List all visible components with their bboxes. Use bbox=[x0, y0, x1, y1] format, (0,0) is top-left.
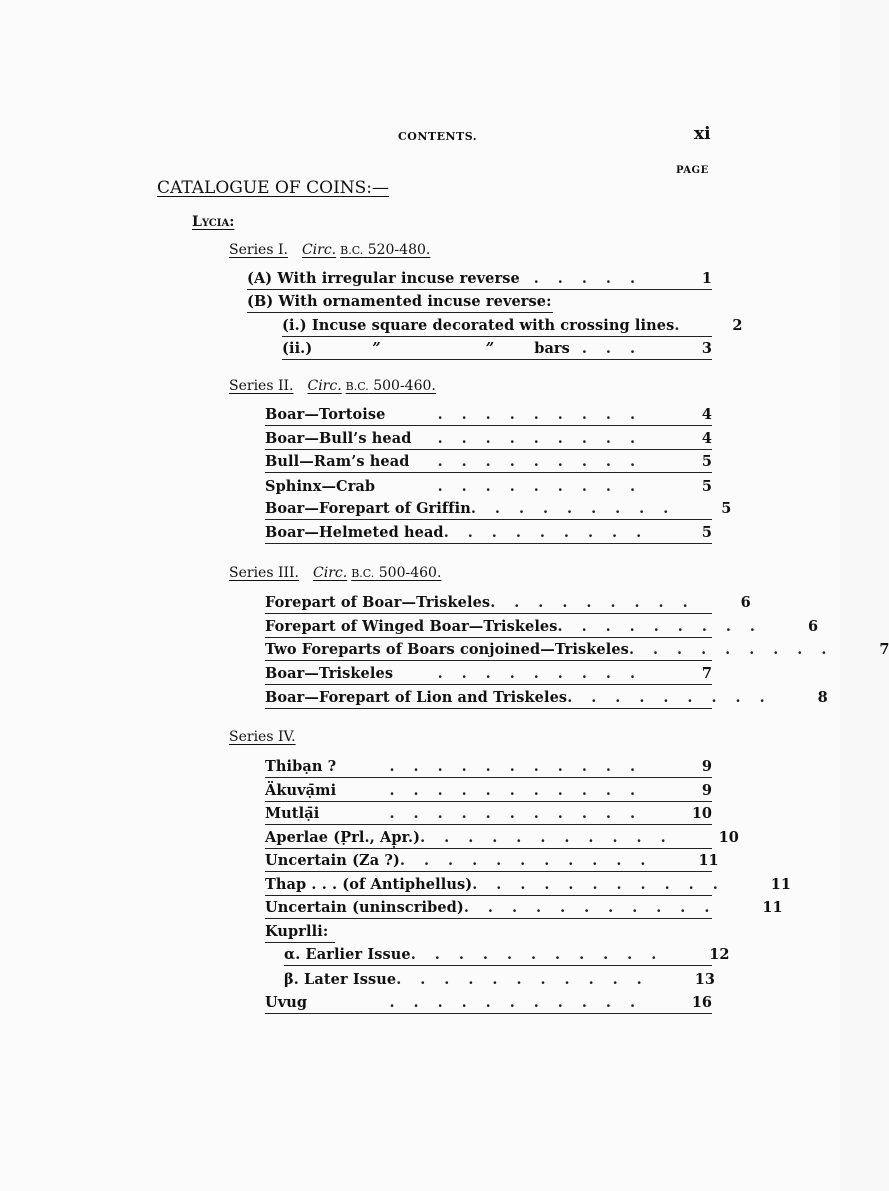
dot-leader: ......... bbox=[628, 641, 846, 658]
dot-leader: ........... bbox=[410, 946, 676, 963]
toc-entry[interactable] bbox=[265, 850, 719, 872]
entry-page: 11 bbox=[762, 899, 783, 916]
series-4-title bbox=[229, 729, 296, 745]
entry-page: 7 bbox=[879, 641, 889, 658]
toc-entry[interactable] bbox=[265, 687, 828, 709]
toc-entry[interactable] bbox=[265, 663, 712, 685]
entry-label: Aperlae (P̣rl., Ap̣r.) bbox=[265, 829, 421, 846]
region-heading: Lycia: bbox=[192, 214, 235, 230]
toc-entry[interactable] bbox=[282, 315, 743, 337]
toc-entry[interactable] bbox=[265, 992, 712, 1014]
dot-leader: ..... bbox=[533, 270, 654, 287]
bc-label: B.C. bbox=[340, 244, 364, 257]
entry-page: 13 bbox=[694, 971, 715, 988]
toc-entry[interactable] bbox=[265, 803, 712, 825]
entry-label: Forepart of Boar—Triskeles bbox=[265, 594, 491, 611]
toc-entry[interactable] bbox=[247, 291, 553, 313]
dot-leader: ......... bbox=[437, 406, 654, 423]
entry-page: 2 bbox=[732, 317, 743, 334]
entry-label: Uncertain (uninscribed) bbox=[265, 899, 464, 916]
toc-entry[interactable] bbox=[265, 498, 732, 520]
toc-entry[interactable] bbox=[265, 475, 712, 497]
toc-entry[interactable] bbox=[265, 451, 712, 473]
series-1-title bbox=[229, 242, 430, 258]
dot-leader: ........... bbox=[389, 782, 654, 799]
entry-label: Boar—Tortoise bbox=[265, 406, 386, 423]
toc-entry[interactable] bbox=[265, 428, 712, 450]
toc-entry[interactable] bbox=[265, 639, 889, 661]
toc-entry[interactable] bbox=[265, 780, 712, 802]
bc-label: B.C. bbox=[345, 380, 369, 393]
toc-entry[interactable] bbox=[265, 592, 751, 614]
entry-label: β. Later Issue bbox=[284, 971, 397, 988]
ditto-mark: ” bbox=[485, 340, 495, 357]
series-name: Series III. bbox=[229, 565, 300, 581]
entry-label: (B) With ornamented incuse reverse: bbox=[247, 293, 552, 310]
bc-label: B.C. bbox=[351, 567, 375, 580]
toc-entry[interactable] bbox=[265, 827, 739, 849]
toc-entry[interactable] bbox=[265, 404, 712, 426]
toc-entry[interactable] bbox=[265, 616, 819, 638]
dot-leader: ........... bbox=[389, 805, 654, 822]
entry-label: Mutlạ̄i bbox=[265, 805, 320, 822]
series-years: 500-460. bbox=[378, 565, 442, 581]
entry-page: 4 bbox=[701, 430, 712, 447]
dot-leader: ......... bbox=[437, 665, 654, 682]
entry-label: Forepart of Winged Boar—Triskeles bbox=[265, 618, 558, 635]
entry-label: Uncertain (Za ?) bbox=[265, 852, 400, 869]
entry-label: Äkuvạ̄mi bbox=[265, 782, 337, 799]
entry-label: Thibạn ? bbox=[265, 758, 337, 775]
dot-leader: ........... bbox=[399, 852, 665, 869]
entry-label: Kuprlli: bbox=[265, 923, 329, 940]
toc-entry[interactable] bbox=[265, 921, 335, 943]
dot-leader: ........... bbox=[389, 758, 654, 775]
series-name: Series I. bbox=[229, 242, 288, 258]
dot-leader: ........... bbox=[389, 994, 654, 1011]
entry-label: Boar—Bull’s head bbox=[265, 430, 412, 447]
entry-page: 10 bbox=[718, 829, 739, 846]
entry-label: Boar—Helmeted head bbox=[265, 524, 444, 541]
entry-label: Boar—Triskeles bbox=[265, 665, 394, 682]
entry-label: α. Earlier Issue bbox=[284, 946, 411, 963]
entry-page: 5 bbox=[701, 478, 712, 495]
entry-page: 3 bbox=[701, 340, 712, 357]
entry-page: 5 bbox=[701, 524, 712, 541]
toc-entry[interactable] bbox=[247, 268, 712, 290]
running-title: CONTENTS. bbox=[398, 130, 478, 143]
ditto-mark: ” bbox=[372, 340, 381, 357]
series-name: Series II. bbox=[229, 378, 294, 394]
dot-leader: ........... bbox=[396, 971, 661, 988]
entry-label: (A) With irregular incuse reverse bbox=[247, 270, 520, 287]
toc-entry[interactable] bbox=[284, 944, 730, 966]
series-name: Series IV. bbox=[229, 729, 296, 745]
dot-leader: ......... bbox=[470, 500, 688, 517]
entry-page: 9 bbox=[701, 758, 712, 775]
page-column-label: PAGE bbox=[676, 165, 709, 176]
entry-label: Thap . . . (of Antiphellus) bbox=[265, 876, 473, 893]
entry-label: (ii.) bbox=[282, 340, 313, 357]
circ-label: Circ. bbox=[301, 242, 337, 258]
entry-page: 9 bbox=[701, 782, 712, 799]
circ-label: Circ. bbox=[313, 565, 348, 581]
entry-label: Boar—Forepart of Griffin bbox=[265, 500, 471, 517]
entry-page: 11 bbox=[698, 852, 719, 869]
toc-entry[interactable] bbox=[265, 522, 712, 544]
toc-entry[interactable] bbox=[284, 968, 715, 990]
catalogue-heading: CATALOGUE OF COINS:— bbox=[157, 178, 390, 198]
entry-page: 12 bbox=[709, 946, 730, 963]
circ-label: Circ. bbox=[307, 378, 342, 394]
entry-page: 7 bbox=[701, 665, 712, 682]
toc-entry[interactable] bbox=[265, 897, 783, 919]
entry-page: 5 bbox=[721, 500, 732, 517]
entry-label: Bull—Ram’s head bbox=[265, 453, 410, 470]
entry-label: Sphinx—Crab bbox=[265, 478, 376, 495]
toc-entry[interactable] bbox=[265, 874, 791, 896]
page-number: xi bbox=[694, 124, 711, 144]
dot-leader: ......... bbox=[567, 689, 784, 706]
entry-label: (i.) Incuse square decorated with crossing lines bbox=[282, 317, 675, 334]
series-2-title bbox=[229, 378, 436, 394]
entry-page: 4 bbox=[701, 406, 712, 423]
entry-label: Uvug bbox=[265, 994, 308, 1011]
series-3-title bbox=[229, 565, 441, 581]
entry-page: 6 bbox=[807, 618, 819, 635]
dot-leader: ........... bbox=[463, 899, 729, 916]
entry-tail: bars bbox=[534, 340, 570, 357]
dot-leader: ......... bbox=[437, 430, 654, 447]
entry-page: 8 bbox=[817, 689, 828, 706]
entry-page: 1 bbox=[701, 270, 712, 287]
dot-leader: ......... bbox=[443, 524, 661, 541]
entry-page: 5 bbox=[701, 453, 712, 470]
dot-leader: ... bbox=[581, 340, 654, 357]
dot-leader: ........... bbox=[472, 876, 737, 893]
series-years: 500-460. bbox=[373, 378, 436, 394]
entry-label: Boar—Forepart of Lion and Triskeles bbox=[265, 689, 568, 706]
toc-entry[interactable] bbox=[282, 338, 712, 360]
toc-entry[interactable] bbox=[265, 756, 712, 778]
entry-page: 6 bbox=[740, 594, 751, 611]
dot-leader: ......... bbox=[557, 618, 774, 635]
dot-leader: . bbox=[674, 317, 699, 334]
entry-label: Two Foreparts of Boars conjoined—Triskeles bbox=[265, 641, 629, 658]
entry-page: 11 bbox=[770, 876, 791, 893]
dot-leader: ........... bbox=[420, 829, 685, 846]
series-years: 520-480. bbox=[367, 242, 431, 258]
dot-leader: ......... bbox=[437, 478, 654, 495]
dot-leader: ......... bbox=[490, 594, 707, 611]
dot-leader: ......... bbox=[437, 453, 654, 470]
entry-page: 16 bbox=[691, 994, 712, 1011]
entry-page: 10 bbox=[691, 805, 712, 822]
